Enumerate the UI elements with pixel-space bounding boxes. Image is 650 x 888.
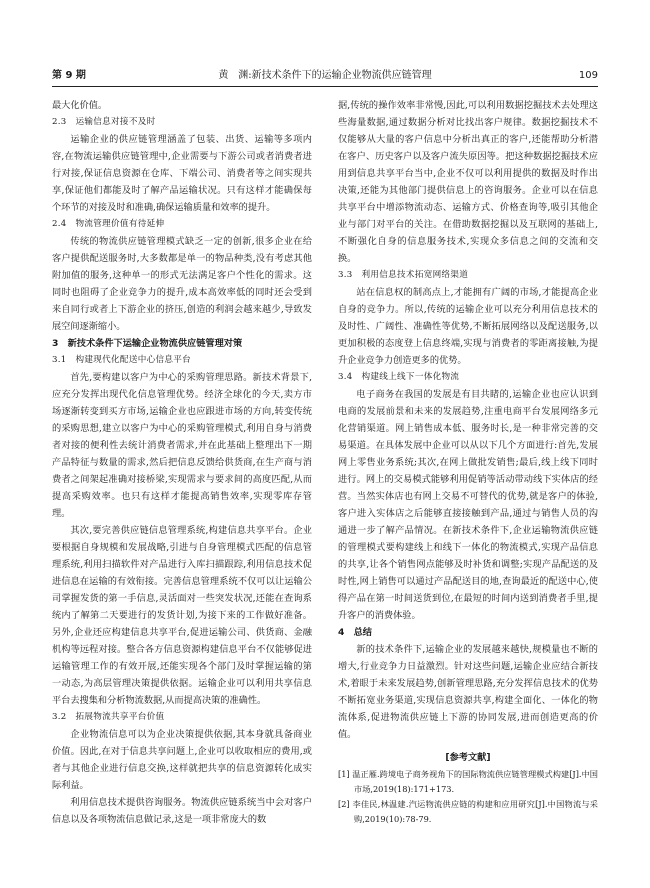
reference-item: [2] 李佳民,林温建.汽运物流供应链的构建和应用研究[J].中国物流与采购,2019(10):78-79. [338,799,598,824]
subsection-heading: 3.3 利用信息技术拓宽网络渠道 [338,270,469,280]
references-list [338,767,598,827]
subsection-heading: 2.4 物流管理价值有待延伸 [52,219,165,229]
body-paragraph: 首先,要构建以客户为中心的采购管理思路。新技术背景下,应充分发挥出现代化信息管理优势。经济全球化的今天,卖方市场逐渐转变到买方市场,运输企业也应跟进市场的方向,转变传统的采购思想,建立以客户为中心的采购管理模式,利用自身与消费者对接的便利性去统计消费者需求,并在此基础上整理出下一期产品特征与数量的需求,然后把信息反馈给供货商,在生产商与消费者之间架起准确对接桥梁,实现需求与要求间的高度匹配,从而提高采购效率。也只有这样才能提高销售效率,实现零库存管理。 [52,372,312,519]
body-paragraph: 最大化价值。 [52,100,108,111]
body-paragraph: 企业物流信息可以为企业决策提供依据,其本身就具备商业价值。因此,在对于信息共享问题上,企业可以收取相应的费用,或者与其他企业进行信息交换,这样就把共享的信息资源转化成实际利益。 [52,729,312,791]
body-paragraph: 据,传统的操作效率非常慢,因此,可以利用数据挖掘技术去处理这些海量数据,通过数据分析对比找出客户规律。数据挖掘技术不仅能够从大量的客户信息中分析出真正的客户,还能帮助分析潜在客户、历史客户以及客户流失原因等。把这种数据挖掘技术应用到信息共享平台当中,企业不仅可以利用提供的数据及时作出决策,还能为其他部门提供信息上的咨询服务。企业可以在信息共享平台中增添物流动态、运输方式、价格查询等,吸引其他企业与部门对平台的关注。在借助数据挖掘以及互联网的基础上,不断强化自身的信息服务技术,实现众多信息之间的交流和交换。 [338,100,598,264]
subsection-heading: 3.1 构建现代化配送中心信息平台 [52,355,192,365]
right-column-body [338,97,598,743]
right-column [338,97,598,827]
page-number: 109 [578,70,598,81]
body-paragraph: 新的技术条件下,运输企业的发展越来越快,规模量也不断的增大,行业竞争力日益激烈。针对这些问题,运输企业应结合新技术,着眼于未来发展趋势,创新管理思路,充分发挥信息技术的优势不断拓宽业务渠道,实现信息资源共享,构建全面化、一体化的物流体系,促进物流供应链上下游的协同发展,进而创造更高的价值。 [338,644,598,740]
body-paragraph: 电子商务在我国的发展是有目共睹的,运输企业也应认识到电商的发展前景和未来的发展趋势,注重电商平台发展网络多元化营销渠道。网上销售成本低、服务时长,是一种非常完善的交易渠道。在具体发展中企业可以从以下几个方面进行:首先,发展网上零售业务系统;其次,在网上做批发销售;最后,线上线下同时进行。网上的交易模式能够利用促销等活动带动线下实体店的经营。当然实体店也有网上交易不可替代的优势,就是客户的体验,客户进入实体店之后能够直接接触到产品,通过与销售人员的沟通进一步了解产品情况。在新技术条件下,企业运输物流供应链的管理模式要构建线上和线下一体化的物流模式,实现产品信息的共享,让各个销售网点能够及时补货和调整;实现产品配送的及时性,网上销售可以通过产品配送目的地,查询最近的配送中心,使得产品在第一时间送货到位,在最短的时间内送到消费者手里,提升客户的消费体验。 [338,389,598,621]
body-paragraph: 运输企业的供应链管理涵盖了包装、出货、运输等多项内容,在物流运输供应链管理中,企业需要与下游公司或者消费者进行对接,保证信息资源在仓库、下端公司、消费者等之间实现共享,保证他们都能及时了解产品运输状况。只有这样才能确保每个环节的对接及时和准确,确保运输质量和效率的提升。 [52,134,312,213]
issue-number: 第 9 期 [52,70,86,81]
body-paragraph: 传统的物流供应链管理模式缺乏一定的创新,很多企业在给客户提供配送服务时,大多数都是单一的物品种类,没有考虑其他附加值的服务,这种单一的形式无法满足客户个性化的需求。这同时也阻碍了企业竞争力的提升,成本高效率低的同时还会受到来自同行或者上下游企业的挤压,创造的利润会越来越少,导致发展空间逐渐缩小。 [52,236,312,332]
subsection-heading: 3.4 构建线上线下一体化物流 [338,372,460,382]
subsection-heading: 2.3 运输信息对接不及时 [52,117,156,127]
left-column [52,97,312,828]
section-heading: 4 总结 [338,627,372,638]
subsection-heading: 3.2 拓展物流共享平台价值 [52,712,165,722]
body-paragraph: 利用信息技术提供咨询服务。物流供应链系统当中会对客户信息以及各项物流信息做记录,这是一项非常庞大的数 [52,797,312,825]
section-heading: 3 新技术条件下运输企业物流供应链管理对策 [52,338,243,349]
reference-item: [1] 温正雁.跨境电子商务视角下的国际物流供应链管理模式构建[J].中国市场,2019(18):171+173. [338,769,598,794]
references-heading: [参考文献] [445,752,491,763]
header-rule [52,86,598,87]
running-title: 黄 渊:新技术条件下的运输企业物流供应链管理 [218,70,432,81]
body-paragraph: 其次,要完善供应链信息管理系统,构建信息共享平台。企业要根据自身规模和发展战略,引进与自身管理模式匹配的信息管理系统,利用扫描软件对产品进行入库扫描跟踪,利用信息技术促进信息在运输的有效衔接。完善信息管理系统不仅可以让运输公司掌握发货的第一手信息,灵活面对一些突发状况,还能在查询系统内了解第二天要进行的发货计划,为接下来的工作做好准备。另外,企业还应构建信息共享平台,促进运输公司、供货商、金融机构等远程对接。整合各方信息资源构建信息平台不仅能够促进运输管理工作的有效开展,还能实现各个部门及时掌握运输的第一动态,为高层管理决策提供依据。运输企业可以利用共享信息平台去搜集和分析物流数据,从而提高决策的准确性。 [52,525,312,706]
body-paragraph: 站在信息权的制高点上,才能拥有广阔的市场,才能提高企业自身的竞争力。所以,传统的运输企业可以充分利用信息技术的及时性、广阔性、准确性等优势,不断拓展网络以及配送服务,以更加积极的态度登上信息终端,实现与消费者的零距离接触,为提升企业竞争力创造更多的优势。 [338,287,598,366]
running-header [52,68,598,84]
